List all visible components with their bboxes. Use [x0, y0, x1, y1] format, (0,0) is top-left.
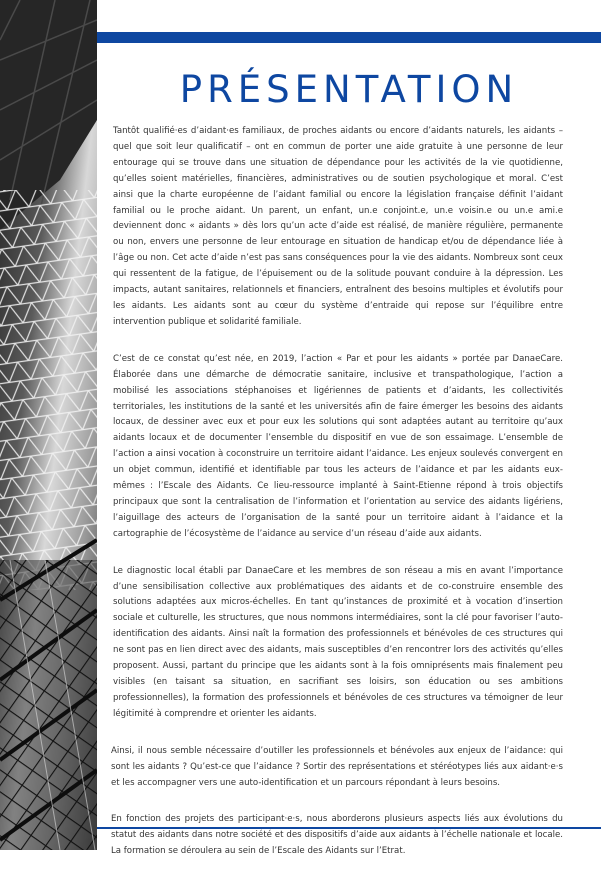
paragraph-3: Le diagnostic local établi par DanaeCare et les membres de son réseau a mis en avant l’importance d’une sensibilisation collective aux problématiques des aidants et de co-construire ensemble des solutions adaptées aux micros-échelles. En tant qu’instances de proximité et à vocation d’insertion sociale et culturelle, les structures, que nous nommons intermédiaires, sont la clé pour favoriser l’auto-identification des aidants. Ainsi naît la formation des professionnels et bénévoles de ces structures qui ne sont pas en lien direct avec des aidants, mais susceptibles d’en rencontrer lors des activités qu’elles proposent. Aussi, partant du principe que les aidants sont à la fois omniprésents mais finalement peu visibles (en taisant sa situation, en sacrifiant ses loisirs, son éducation ou ses ambitions professionnelles), la formation des professionnels et bénévoles de ces structures va témoigner de leur légitimité à comprendre et orienter les aidants.	[113, 565, 563, 719]
paragraph-4: Ainsi, il nous semble nécessaire d’outiller les professionnels et bénévoles aux enjeux de l’aidance: qui sont les aidants ? Qu’est-ce que l’aidance ? Sortir des représentations et stéréotypes liés aux aidant·e·s et les accompagner vers une auto-identification et un parcours répondant à leurs besoins.	[111, 745, 563, 788]
architecture-photo	[0, 0, 97, 850]
paragraph-5: En fonction des projets des participant·e·s, nous aborderons plusieurs aspects liés aux évolutions du statut des aidants dans notre société et des dispositifs d’aide aux aidants à l’échelle nationale et locale. La formation se déroulera au sein de l’Escale des Aidants sur l’Etrat.	[111, 814, 563, 857]
paragraph-1: Tantôt qualifié·es d’aidant·es familiaux, de proches aidants ou encore d’aidants naturels, les aidants – quel que soit leur qualificatif – ont en commun de porter une aide gratuite à une personne de leur entourage qui se trouve dans une situation de dépendance pour les activités de la vie quotidienne, qu’elles soient matérielles, financières, administratives ou de soutien psychologique et moral. C’est ainsi que la charte européenne de l’aidant familial ou encore la législation française définit l’aidant familial ou le proche aidant. Un parent, un enfant, un.e conjoint.e, un.e voisin.e ou un.e ami.e deviennent donc « aidants » dès lors qu’un acte d’aide est réalisé, de manière régulière, permanente ou non, envers une personne de leur entourage en situation de handicap et/ou de dépendance liée à l’âge ou non. Cet acte d’aide n’est pas sans conséquences pour la vie des aidants. Nombreux sont ceux qui ressentent de la fatigue, de l’épuisement ou de la solitude pouvant conduire à la dépression. Les impacts, autant sanitaires, relationnels et financiers, entraînent des besoins multiples et évolutifs pour les aidants. Les aidants sont au cœur du système d’entraide qui repose sur l’équilibre entre intervention publique et solidarité familiale.	[113, 126, 563, 327]
top-accent-bar	[97, 32, 601, 43]
bottom-accent-line	[97, 827, 601, 829]
lattice-roof-image	[0, 0, 97, 850]
body-text	[113, 124, 563, 881]
paragraph-2: C’est de ce constat qu’est née, en 2019, l’action « Par et pour les aidants » portée par DanaeCare. Élaborée dans une démarche de démocratie sanitaire, inclusive et transpathologique, l’action a mobilisé les associations stéphanoises et ligériennes de patients et d’aidants, les collectivités territoriales, les institutions de la santé et les universités afin de faire émerger les besoins des aidants locaux, de dessiner avec eux et pour eux les solutions qui sont adaptées autant au territoire qu’aux aidants locaux et de documenter l’ensemble du dispositif en vue de son essaimage. L’ensemble de l’action a ainsi vocation à coconstruire un territoire aidant l’aidance. Les enjeux soulevés convergent en un objet commun, identifié et identifiable par tous les acteurs de l’aidance et par les aidants eux-mêmes : l’Escale des Aidants. Ce lieu-ressource implanté à Saint-Etienne répond à trois objectifs principaux que sont la centralisation de l’information et l’orientation au service des aidants ligériens, l’aiguillage des acteurs de l’organisation de la santé pour un territoire aidant à l’aidance et la cartographie de l’écosystème de l’aidance au service d’un réseau d’aide aux aidants.	[113, 353, 563, 539]
page-title: PRÉSENTATION	[179, 68, 519, 111]
